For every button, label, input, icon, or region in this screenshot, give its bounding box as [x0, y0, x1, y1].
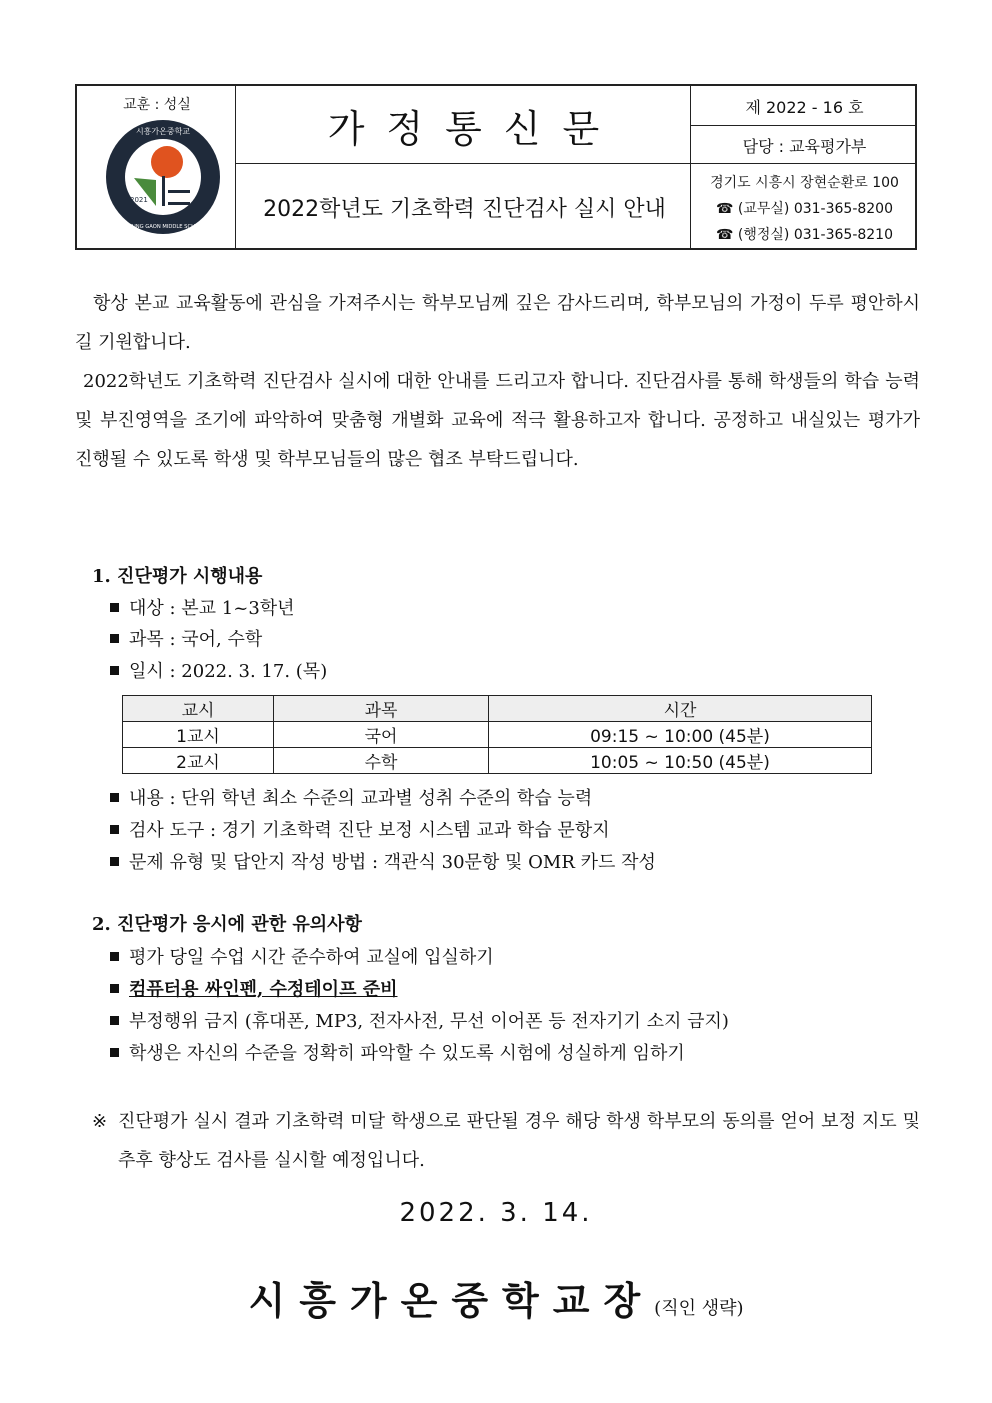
table-row [123, 722, 872, 748]
section-1-title: 1. 진단평가 시행내용 [92, 566, 263, 587]
department: 담당 : 교육평가부 [742, 136, 867, 156]
newsletter-header [75, 84, 917, 250]
intro-paragraph-1: 항상 본교 교육활동에 관심을 가져주시는 학부모님께 깊은 감사드리며, 학부모님의 가정이 두루 평안하시길 기원합니다. [75, 293, 920, 353]
phone-admin: ☎ (행정실) 031-365-8210 [715, 227, 893, 243]
table-cell: 2교시 [123, 748, 274, 774]
bullet-tool: 검사 도구 : 경기 기초학력 진단 보정 시스템 교과 학습 문항지 [110, 816, 610, 842]
section-2-title: 2. 진단평가 응시에 관한 유의사항 [92, 914, 362, 935]
schedule-table [122, 695, 872, 774]
table-header: 과목 [274, 696, 489, 722]
contact-block [692, 164, 917, 250]
table-header-row [123, 696, 872, 722]
remark-text: 진단평가 실시 결과 기초학력 미달 학생으로 판단될 경우 해당 학생 학부모의 동의를 얻어 보정 지도 및 추후 향상도 검사를 실시할 예정입니다. [118, 1111, 920, 1171]
intro-paragraph-2: 2022학년도 기초학력 진단검사 실시에 대한 안내를 드리고자 합니다. 진단검사를 통해 학생들의 학습 능력 및 부진영역을 조기에 파악하여 맞춤형 개별화 교육에 적극 활용하고자 합니다. 공정하고 내실있는 평가가 진행될 수 있도록 학생 및 학부모님들의 많은 협조 부탁드립니다. [75, 371, 920, 470]
table-header: 교시 [123, 696, 274, 722]
bullet-format: 문제 유형 및 답안지 작성 방법 : 객관식 30문항 및 OMR 카드 작성 [110, 848, 656, 874]
table-row [123, 748, 872, 774]
school-logo [104, 118, 222, 236]
table-cell: 09:15 ~ 10:00 (45분) [489, 722, 872, 748]
seal-note: (직인 생략) [654, 1298, 744, 1319]
table-cell: 국어 [274, 722, 489, 748]
newsletter-title: 가정통신문 [327, 106, 622, 151]
logo-ring-bottom: SIHEUNG GAON MIDDLE SCHOOL [119, 224, 207, 230]
caution-item: 평가 당일 수업 시간 준수하여 교실에 입실하기 [110, 943, 494, 969]
logo-year: 2021 [130, 196, 148, 204]
caution-item-emphasis: 컴퓨터용 싸인펜, 수정테이프 준비 [110, 975, 398, 1001]
reference-mark: ※ [92, 1111, 108, 1132]
remark [92, 1102, 920, 1180]
bullet-target: 대상 : 본교 1~3학년 [110, 594, 295, 620]
table-cell: 10:05 ~ 10:50 (45분) [489, 748, 872, 774]
issue-number: 제 2022 - 16 호 [745, 97, 864, 117]
table-cell: 수학 [274, 748, 489, 774]
phone-office: ☎ (교무실) 031-365-8200 [715, 201, 893, 217]
address: 경기도 시흥시 장현순환로 100 [710, 175, 899, 191]
table-cell: 1교시 [123, 722, 274, 748]
notice-subtitle: 2022학년도 기초학력 진단검사 실시 안내 [263, 196, 666, 222]
issue-date: 2022. 3. 14. [399, 1198, 593, 1228]
caution-item: 학생은 자신의 수준을 정확히 파악할 수 있도록 시험에 성실하게 임하기 [110, 1039, 685, 1065]
logo-ring-top: 시흥가온중학교 [135, 127, 191, 136]
school-motto: 교훈 : 성실 [123, 97, 191, 113]
signature-line [0, 1270, 992, 1325]
caution-item: 부정행위 금지 (휴대폰, MP3, 전자사전, 무선 이어폰 등 전자기기 소지 금지) [110, 1007, 729, 1033]
bullet-content: 내용 : 단위 학년 최소 수준의 교과별 성취 수준의 학습 능력 [110, 784, 592, 810]
principal-title: 시흥가온중학교장 [248, 1278, 655, 1323]
bullet-date: 일시 : 2022. 3. 17. (목) [110, 657, 327, 683]
bullet-subject: 과목 : 국어, 수학 [110, 625, 262, 651]
table-header: 시간 [489, 696, 872, 722]
